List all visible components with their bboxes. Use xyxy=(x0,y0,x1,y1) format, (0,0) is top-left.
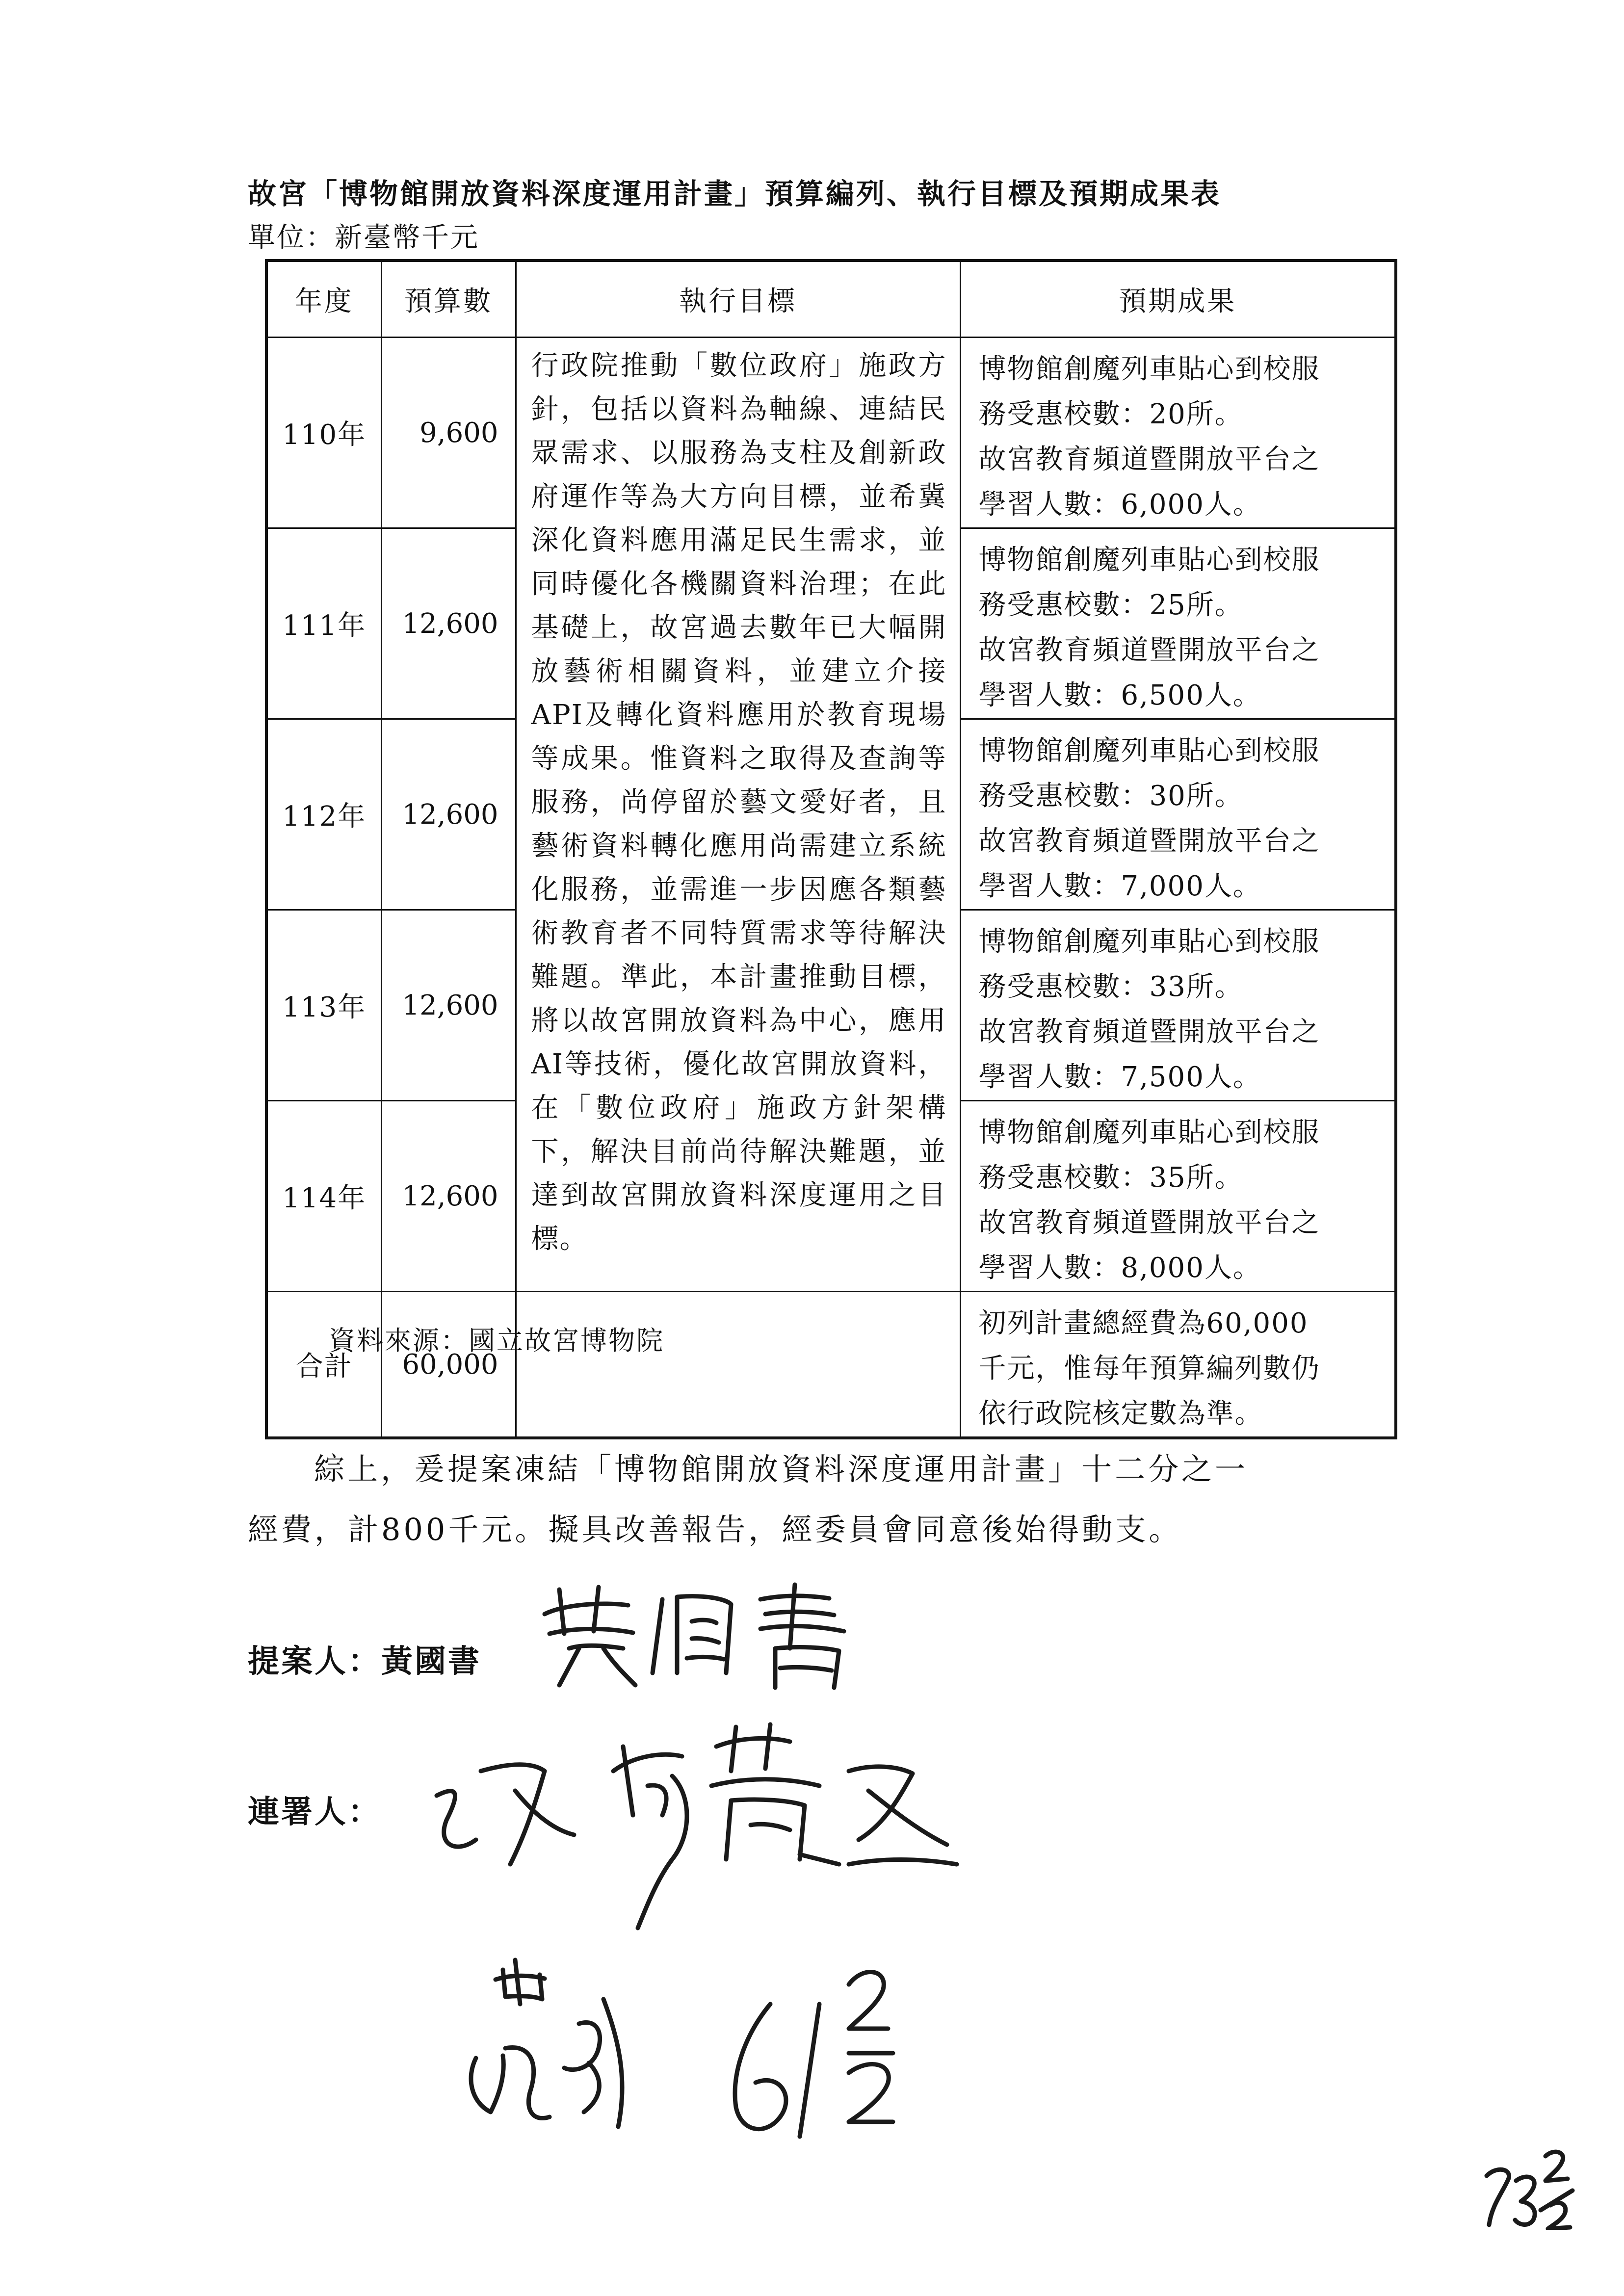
budget-cell: 12,600 xyxy=(381,528,516,719)
outcome-line: 學習人數：6,500人。 xyxy=(978,679,1261,711)
proposer-label: 提案人：黃國書 xyxy=(248,1643,481,1680)
outcome-line: 千元，惟每年預算編列數仍 xyxy=(978,1353,1320,1384)
outcome-cell xyxy=(960,528,1396,719)
proposal-paragraph-line-1: 綜上，爰提案凍結「博物館開放資料深度運用計畫」十二分之一 xyxy=(314,1451,1249,1487)
outcome-line: 務受惠校數：35所。 xyxy=(978,1162,1243,1194)
header-budget: 預算數 xyxy=(381,261,516,338)
table-title: 故宮「博物館開放資料深度運用計畫」預算編列、執行目標及預期成果表 xyxy=(248,177,1222,210)
outcome-cell xyxy=(960,1101,1396,1292)
header-year: 年度 xyxy=(266,261,381,338)
outcome-line: 故宮教育頻道暨開放平台之 xyxy=(978,1207,1320,1239)
year-cell: 114年 xyxy=(266,1101,381,1292)
outcome-line: 學習人數：6,000人。 xyxy=(978,489,1261,521)
total-row xyxy=(266,1292,1396,1438)
outcome-line: 故宮教育頻道暨開放平台之 xyxy=(978,1016,1320,1048)
outcome-line: 故宮教育頻道暨開放平台之 xyxy=(978,825,1320,857)
budget-cell: 12,600 xyxy=(381,1101,516,1292)
table-header-row xyxy=(266,261,1396,338)
total-budget-cell: 60,000 xyxy=(381,1292,516,1438)
year-cell: 111年 xyxy=(266,528,381,719)
outcome-line: 學習人數：7,500人。 xyxy=(978,1061,1261,1093)
table-row xyxy=(266,338,1396,528)
outcome-line: 博物館創魔列車貼心到校服 xyxy=(978,353,1320,385)
outcome-cell xyxy=(960,719,1396,910)
outcome-cell xyxy=(960,910,1396,1101)
signature-cosigner-1 xyxy=(417,1717,981,1948)
outcome-line: 依行政院核定數為準。 xyxy=(978,1398,1263,1430)
outcome-line: 博物館創魔列車貼心到校服 xyxy=(978,926,1320,958)
year-cell: 110年 xyxy=(266,338,381,528)
outcome-line: 務受惠校數：30所。 xyxy=(978,780,1243,812)
outcome-line: 故宮教育頻道暨開放平台之 xyxy=(978,634,1320,666)
signature-cosigner-2 xyxy=(456,1950,971,2161)
outcome-line: 博物館創魔列車貼心到校服 xyxy=(978,1117,1320,1148)
page-number-mark xyxy=(1482,2146,1580,2230)
year-cell: 112年 xyxy=(266,719,381,910)
budget-cell: 9,600 xyxy=(381,338,516,528)
outcome-line: 務受惠校數：33所。 xyxy=(978,971,1243,1003)
header-outcome: 預期成果 xyxy=(960,261,1396,338)
outcome-line: 故宮教育頻道暨開放平台之 xyxy=(978,444,1320,475)
signature-proposer xyxy=(530,1575,883,1693)
outcome-line: 學習人數：8,000人。 xyxy=(978,1252,1261,1284)
total-label-cell: 合計 xyxy=(266,1292,381,1438)
budget-cell: 12,600 xyxy=(381,910,516,1101)
outcome-line: 初列計畫總經費為60,000 xyxy=(978,1307,1309,1339)
outcome-cell xyxy=(960,338,1396,528)
cosigner-label: 連署人： xyxy=(248,1794,381,1830)
proposal-paragraph-line-2: 經費，計800千元。擬具改善報告，經委員會同意後始得動支。 xyxy=(248,1512,1182,1547)
total-goal-cell-empty xyxy=(516,1292,960,1438)
execution-goal-cell: 行政院推動「數位政府」施政方針，包括以資料為軸線、連結民眾需求、以服務為支柱及創新政府運作等為大方向目標，並希冀深化資料應用滿足民生需求，並同時優化各機關資料治理；在此基礎上，故宮過去數年已大幅開放藝術相關資料，並建立介接API及轉化資料應用於教育現場等成果。惟資料之取得及查詢等服務，尚停留於藝文愛好者，且藝術資料轉化應用尚需建立系統化服務，並需進一步因應各類藝術教育者不同特質需求等待解決難題。準此，本計畫推動目標，將以故宮開放資料為中心，應用AI等技術，優化故宮開放資料，在「數位政府」施政方針架構下，解決目前尚待解決難題，並達到故宮開放資料深度運用之目標。 xyxy=(516,338,960,1292)
header-goal: 執行目標 xyxy=(516,261,960,338)
total-outcome-cell xyxy=(960,1292,1396,1438)
budget-cell: 12,600 xyxy=(381,719,516,910)
unit-label: 單位：新臺幣千元 xyxy=(248,222,479,254)
source-note: 資料來源：國立故宮博物院 xyxy=(329,1325,664,1356)
year-cell: 113年 xyxy=(266,910,381,1101)
outcome-line: 務受惠校數：25所。 xyxy=(978,589,1243,621)
budget-table xyxy=(265,259,1397,1439)
outcome-line: 博物館創魔列車貼心到校服 xyxy=(978,735,1320,767)
outcome-line: 務受惠校數：20所。 xyxy=(978,398,1243,430)
outcome-line: 學習人數：7,000人。 xyxy=(978,870,1261,902)
outcome-line: 博物館創魔列車貼心到校服 xyxy=(978,544,1320,576)
